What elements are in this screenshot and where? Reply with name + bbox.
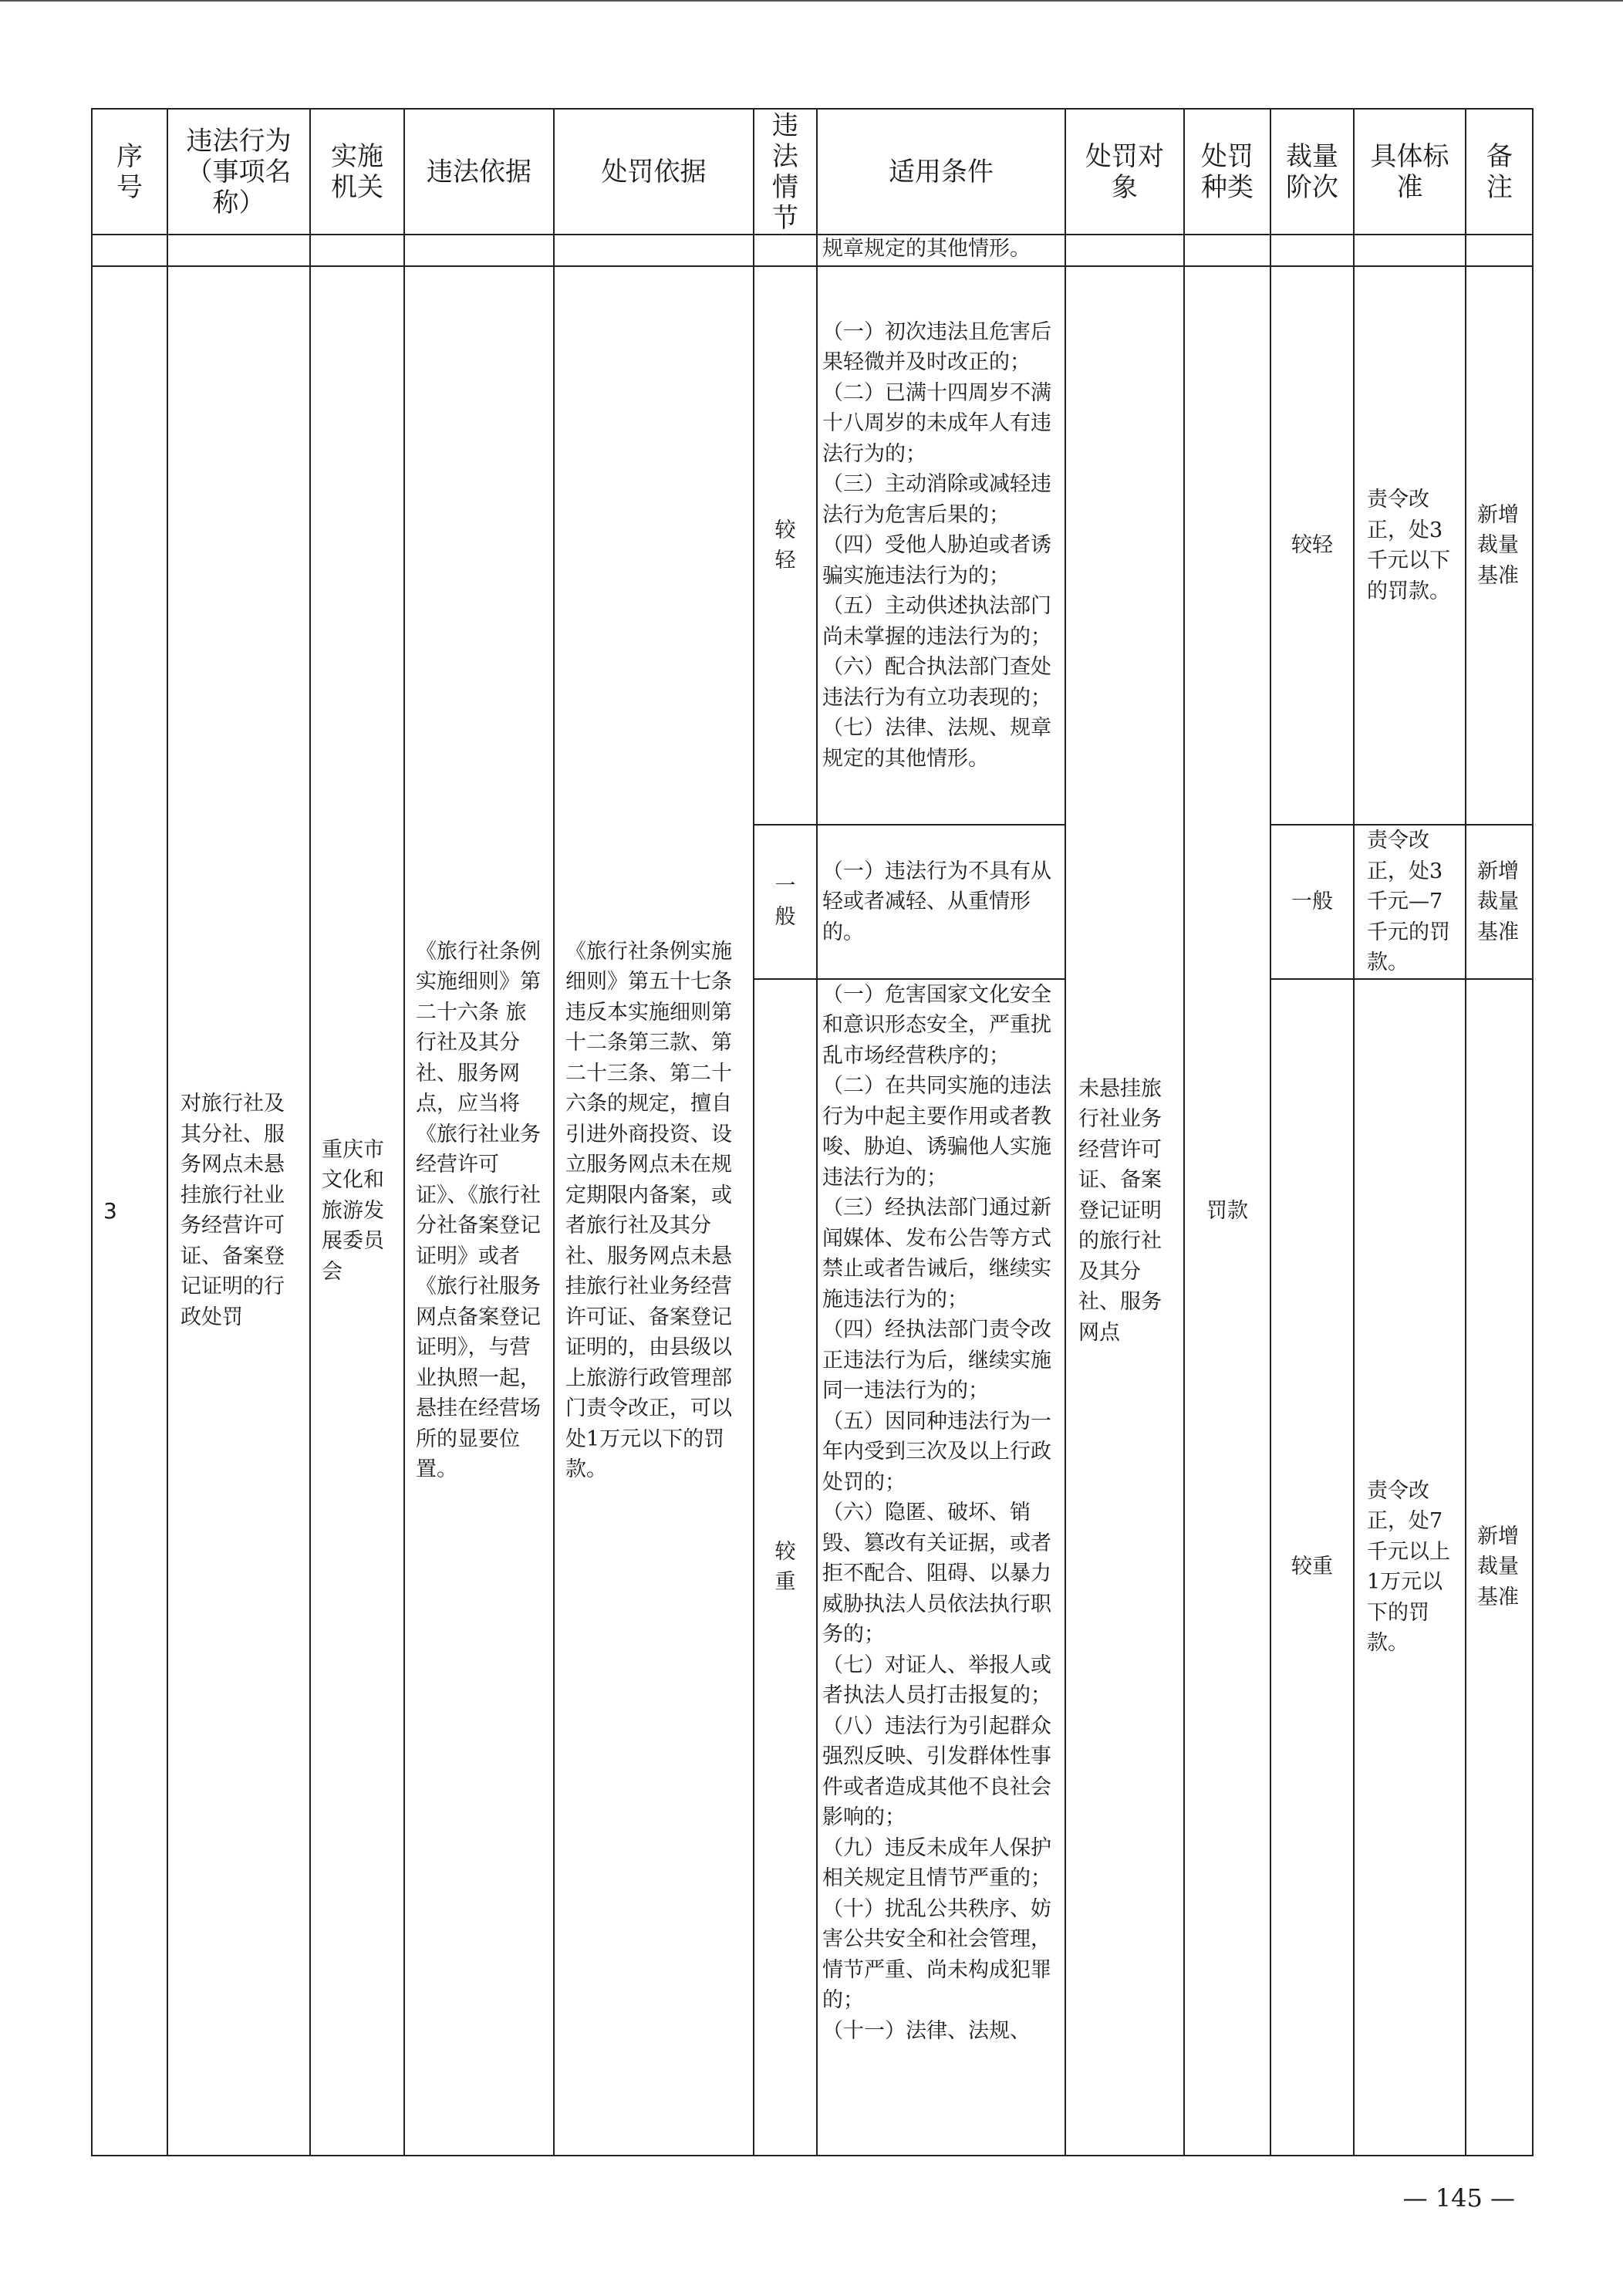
page-number: — 145 — bbox=[1402, 2183, 1515, 2213]
tier-heavier-level: 较重 bbox=[1270, 979, 1354, 2156]
header-violation-basis: 违法依据 bbox=[404, 109, 554, 235]
header-target: 处罚对象 bbox=[1065, 109, 1184, 235]
header-conditions: 适用条件 bbox=[817, 109, 1065, 235]
carryover-row bbox=[92, 235, 1533, 266]
tier-normal-conditions bbox=[817, 825, 1065, 979]
row-penalty-basis: 《旅行社条例实施细则》第五十七条 违反本实施细则第十二条第三款、第二十三条、第二十六条的规定，擅自引进外商投资、设立服务网点未在规定期限内备案，或者旅行社及其分社、服务网点未悬挂旅行社业务经营许可证、备案登记证明的，由县级以上旅游行政管理部门责令改正，可以处1万元以下的罚款。 bbox=[554, 266, 754, 2156]
condition-item: （二）已满十四周岁不满十八周岁的未成年人有违法行为的； bbox=[822, 380, 1051, 466]
header-circumstance: 违法情节 bbox=[754, 109, 817, 235]
condition-item: （十一）法律、法规、 bbox=[822, 2018, 1031, 2043]
header-standard: 具体标准 bbox=[1354, 109, 1466, 235]
header-penalty-basis: 处罚依据 bbox=[554, 109, 754, 235]
tier-lighter-level: 较轻 bbox=[1270, 266, 1354, 825]
condition-item: （五）主动供述执法部门尚未掌握的违法行为的； bbox=[822, 594, 1051, 649]
row-violation-basis: 《旅行社条例实施细则》第二十六条 旅行社及其分社、服务网点，应当将《旅行社业务经营许可证》、《旅行社分社备案登记证明》或者《旅行社服务网点备案登记证明》，与营业执照一起，悬挂在经营场所的显要位置。 bbox=[404, 266, 554, 2156]
tier-lighter-standard: 责令改正，处3千元以下的罚款。 bbox=[1354, 266, 1466, 825]
tier-heavier-circumstance: 较重 bbox=[754, 979, 817, 2156]
table-header-row bbox=[92, 109, 1533, 235]
tier-heavier-standard: 责令改正，处7千元以上1万元以下的罚款。 bbox=[1354, 979, 1466, 2156]
row-agency: 重庆市文化和旅游发展委员会 bbox=[310, 266, 404, 2156]
row-behavior: 对旅行社及其分社、服务网点未悬挂旅行社业务经营许可证、备案登记证明的行政处罚 bbox=[167, 266, 310, 2156]
header-level: 裁量阶次 bbox=[1270, 109, 1354, 235]
header-agency: 实施机关 bbox=[310, 109, 404, 235]
header-type: 处罚种类 bbox=[1184, 109, 1270, 235]
condition-item: （一）违法行为不具有从轻或者减轻、从重情形的。 bbox=[822, 859, 1051, 944]
row-penalty-type: 罚款 bbox=[1184, 266, 1270, 2156]
row-target: 未悬挂旅行社业务经营许可证、备案登记证明的旅行社及其分社、服务网点 bbox=[1065, 266, 1184, 2156]
tier-lighter-conditions bbox=[817, 266, 1065, 825]
header-behavior: 违法行为（事项名称） bbox=[167, 109, 310, 235]
tier-normal-circumstance: 一般 bbox=[754, 825, 817, 979]
penalty-standards-table bbox=[91, 108, 1534, 2156]
condition-item: （三）主动消除或减轻违法行为危害后果的； bbox=[822, 472, 1051, 527]
tier-lighter-remark: 新增裁量基准 bbox=[1466, 266, 1533, 825]
condition-item: （一）初次违法且危害后果轻微并及时改正的； bbox=[822, 319, 1051, 375]
condition-item: （六）隐匿、破坏、销毁、篡改有关证据，或者拒不配合、阻碍、以暴力威胁执法人员依法执行职务的； bbox=[822, 1501, 1051, 1646]
condition-item: （九）违反未成年人保护相关规定且情节严重的； bbox=[822, 1835, 1051, 1890]
condition-item: （三）经执法部门通过新闻媒体、发布公告等方式禁止或者告诫后，继续实施违法行为的； bbox=[822, 1196, 1051, 1312]
condition-item: （七）法律、法规、规章规定的其他情形。 bbox=[822, 716, 1051, 771]
condition-item: （四）受他人胁迫或者诱骗实施违法行为的； bbox=[822, 533, 1051, 588]
tier-normal-remark: 新增裁量基准 bbox=[1466, 825, 1533, 979]
carryover-condition: 规章规定的其他情形。 bbox=[817, 235, 1065, 266]
tier-heavier-remark: 新增裁量基准 bbox=[1466, 979, 1533, 2156]
condition-item: （二）在共同实施的违法行为中起主要作用或者教唆、胁迫、诱骗他人实施违法行为的； bbox=[822, 1074, 1051, 1190]
page-top-rule bbox=[0, 0, 1623, 2]
tier-row-lighter bbox=[92, 266, 1533, 825]
condition-item: （六）配合执法部门查处违法行为有立功表现的； bbox=[822, 655, 1051, 710]
tier-normal-level: 一般 bbox=[1270, 825, 1354, 979]
condition-item: （五）因同种违法行为一年内受到三次及以上行政处罚的； bbox=[822, 1409, 1051, 1494]
tier-heavier-conditions bbox=[817, 979, 1065, 2156]
condition-item: （七）对证人、举报人或者执法人员打击报复的； bbox=[822, 1653, 1051, 1707]
header-remark: 备注 bbox=[1466, 109, 1533, 235]
condition-item: （一）危害国家文化安全和意识形态安全，严重扰乱市场经营秩序的； bbox=[822, 982, 1051, 1068]
row-seq: 3 bbox=[92, 266, 167, 2156]
condition-item: （十）扰乱公共秩序、妨害公共安全和社会管理，情节严重、尚未构成犯罪的； bbox=[822, 1896, 1051, 2012]
condition-item: （八）违法行为引起群众强烈反映、引发群体性事件或者造成其他不良社会影响的； bbox=[822, 1714, 1051, 1829]
tier-normal-standard: 责令改正，处3千元—7千元的罚款。 bbox=[1354, 825, 1466, 979]
condition-item: （四）经执法部门责令改正违法行为后，继续实施同一违法行为的； bbox=[822, 1318, 1051, 1403]
tier-lighter-circumstance: 较轻 bbox=[754, 266, 817, 825]
header-seq: 序号 bbox=[92, 109, 167, 235]
